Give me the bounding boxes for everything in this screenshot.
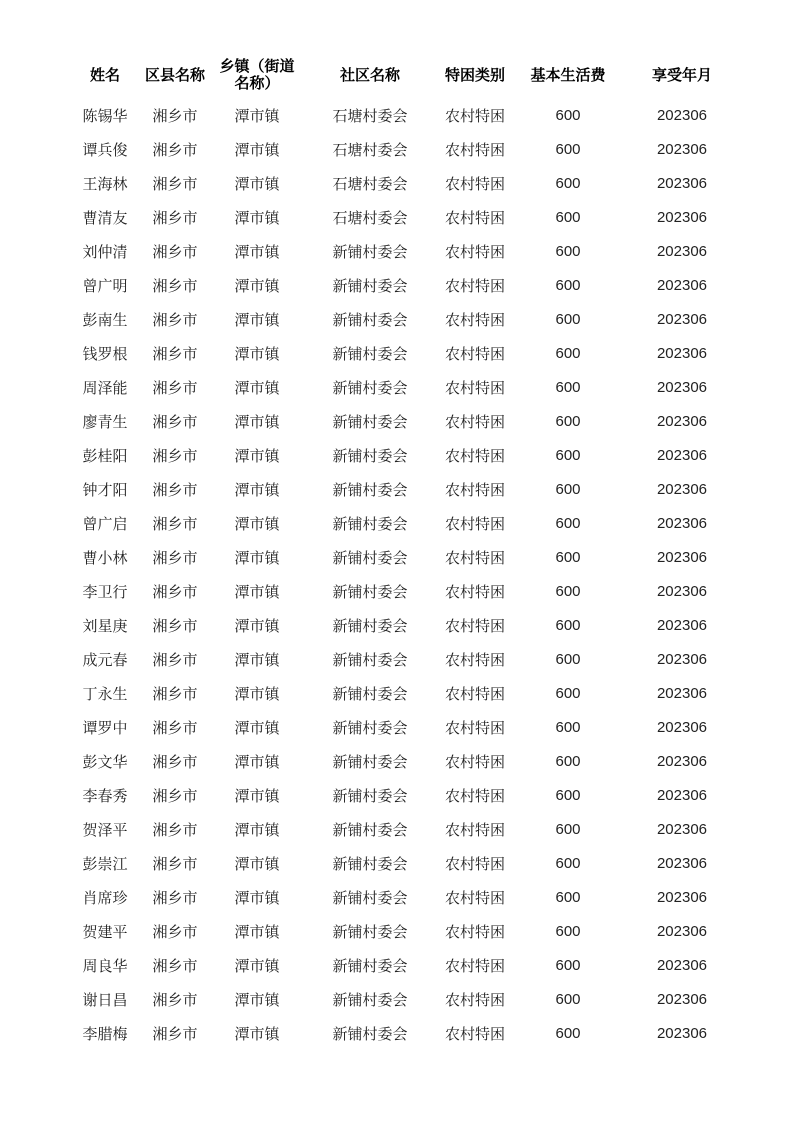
cell-name: 谭罗中 xyxy=(82,718,128,737)
cell-allowance: 600 xyxy=(555,820,581,838)
cell-allowance: 600 xyxy=(555,344,581,362)
cell-name: 彭崇江 xyxy=(82,854,128,873)
cell-community: 新铺村委会 xyxy=(332,378,408,397)
cell-county: 湘乡市 xyxy=(152,480,198,499)
cell-month: 202306 xyxy=(656,854,708,872)
cell-county: 湘乡市 xyxy=(152,310,198,329)
header-row xyxy=(73,52,739,98)
cell-category: 农村特困 xyxy=(444,174,505,193)
cell-category: 农村特困 xyxy=(444,956,505,975)
cell-county: 湘乡市 xyxy=(152,956,198,975)
cell-category: 农村特困 xyxy=(444,208,505,227)
header-month: 享受年月 xyxy=(651,65,712,84)
cell-town: 潭市镇 xyxy=(234,208,280,227)
cell-county: 湘乡市 xyxy=(152,752,198,771)
cell-town: 潭市镇 xyxy=(234,956,280,975)
table-row xyxy=(73,302,739,336)
cell-county: 湘乡市 xyxy=(152,786,198,805)
cell-allowance: 600 xyxy=(555,684,581,702)
cell-town: 潭市镇 xyxy=(234,616,280,635)
table-row xyxy=(73,200,739,234)
cell-name: 彭南生 xyxy=(82,310,128,329)
cell-category: 农村特困 xyxy=(444,242,505,261)
table-row xyxy=(73,1016,739,1050)
table-row xyxy=(73,812,739,846)
cell-name: 周良华 xyxy=(82,956,128,975)
cell-community: 新铺村委会 xyxy=(332,514,408,533)
cell-month: 202306 xyxy=(656,140,708,158)
cell-town: 潭市镇 xyxy=(234,752,280,771)
header-name: 姓名 xyxy=(89,65,120,84)
cell-month: 202306 xyxy=(656,922,708,940)
cell-name: 王海林 xyxy=(82,174,128,193)
table-row xyxy=(73,438,739,472)
cell-category: 农村特困 xyxy=(444,480,505,499)
cell-community: 新铺村委会 xyxy=(332,310,408,329)
cell-month: 202306 xyxy=(656,208,708,226)
cell-allowance: 600 xyxy=(555,650,581,668)
cell-name: 彭文华 xyxy=(82,752,128,771)
cell-town: 潭市镇 xyxy=(234,344,280,363)
cell-category: 农村特困 xyxy=(444,854,505,873)
cell-name: 曾广明 xyxy=(82,276,128,295)
cell-community: 新铺村委会 xyxy=(332,412,408,431)
cell-county: 湘乡市 xyxy=(152,616,198,635)
cell-town: 潭市镇 xyxy=(234,548,280,567)
cell-allowance: 600 xyxy=(555,310,581,328)
cell-month: 202306 xyxy=(656,820,708,838)
cell-month: 202306 xyxy=(656,344,708,362)
table-row xyxy=(73,370,739,404)
cell-allowance: 600 xyxy=(555,106,581,124)
cell-town: 潭市镇 xyxy=(234,310,280,329)
cell-county: 湘乡市 xyxy=(152,242,198,261)
cell-community: 新铺村委会 xyxy=(332,718,408,737)
cell-name: 刘仲清 xyxy=(82,242,128,261)
cell-month: 202306 xyxy=(656,888,708,906)
table-row xyxy=(73,914,739,948)
cell-community: 新铺村委会 xyxy=(332,752,408,771)
cell-month: 202306 xyxy=(656,650,708,668)
cell-category: 农村特困 xyxy=(444,786,505,805)
cell-town: 潭市镇 xyxy=(234,106,280,125)
cell-month: 202306 xyxy=(656,378,708,396)
cell-town: 潭市镇 xyxy=(234,990,280,1009)
cell-month: 202306 xyxy=(656,956,708,974)
cell-category: 农村特困 xyxy=(444,310,505,329)
cell-category: 农村特困 xyxy=(444,378,505,397)
cell-month: 202306 xyxy=(656,242,708,260)
table-row xyxy=(73,132,739,166)
cell-category: 农村特困 xyxy=(444,140,505,159)
cell-community: 新铺村委会 xyxy=(332,480,408,499)
table-row xyxy=(73,744,739,778)
cell-category: 农村特困 xyxy=(444,616,505,635)
cell-month: 202306 xyxy=(656,786,708,804)
cell-month: 202306 xyxy=(656,582,708,600)
cell-community: 石塘村委会 xyxy=(332,208,408,227)
header-allowance: 基本生活费 xyxy=(530,65,606,84)
cell-community: 新铺村委会 xyxy=(332,820,408,839)
table-row xyxy=(73,404,739,438)
cell-town: 潭市镇 xyxy=(234,684,280,703)
cell-town: 潭市镇 xyxy=(234,140,280,159)
cell-county: 湘乡市 xyxy=(152,106,198,125)
cell-category: 农村特困 xyxy=(444,718,505,737)
cell-name: 李春秀 xyxy=(82,786,128,805)
cell-community: 石塘村委会 xyxy=(332,106,408,125)
cell-town: 潭市镇 xyxy=(234,480,280,499)
cell-month: 202306 xyxy=(656,616,708,634)
cell-category: 农村特困 xyxy=(444,990,505,1009)
cell-community: 新铺村委会 xyxy=(332,276,408,295)
cell-town: 潭市镇 xyxy=(234,888,280,907)
cell-allowance: 600 xyxy=(555,990,581,1008)
cell-community: 新铺村委会 xyxy=(332,888,408,907)
cell-county: 湘乡市 xyxy=(152,514,198,533)
cell-name: 曾广启 xyxy=(82,514,128,533)
cell-allowance: 600 xyxy=(555,208,581,226)
cell-allowance: 600 xyxy=(555,616,581,634)
table-row xyxy=(73,540,739,574)
relief-roster-table xyxy=(73,52,739,1050)
cell-town: 潭市镇 xyxy=(234,446,280,465)
cell-allowance: 600 xyxy=(555,514,581,532)
cell-town: 潭市镇 xyxy=(234,854,280,873)
table-header xyxy=(73,52,739,98)
cell-month: 202306 xyxy=(656,514,708,532)
table-row xyxy=(73,982,739,1016)
cell-allowance: 600 xyxy=(555,718,581,736)
header-community: 社区名称 xyxy=(339,65,400,84)
cell-county: 湘乡市 xyxy=(152,990,198,1009)
cell-allowance: 600 xyxy=(555,956,581,974)
cell-allowance: 600 xyxy=(555,752,581,770)
cell-community: 新铺村委会 xyxy=(332,990,408,1009)
cell-county: 湘乡市 xyxy=(152,378,198,397)
cell-community: 新铺村委会 xyxy=(332,922,408,941)
cell-county: 湘乡市 xyxy=(152,582,198,601)
cell-town: 潭市镇 xyxy=(234,718,280,737)
cell-name: 李卫行 xyxy=(82,582,128,601)
cell-category: 农村特困 xyxy=(444,684,505,703)
cell-community: 新铺村委会 xyxy=(332,548,408,567)
cell-allowance: 600 xyxy=(555,412,581,430)
cell-name: 周泽能 xyxy=(82,378,128,397)
cell-community: 石塘村委会 xyxy=(332,140,408,159)
cell-town: 潭市镇 xyxy=(234,820,280,839)
cell-month: 202306 xyxy=(656,684,708,702)
cell-name: 钱罗根 xyxy=(82,344,128,363)
cell-name: 彭桂阳 xyxy=(82,446,128,465)
cell-month: 202306 xyxy=(656,174,708,192)
cell-allowance: 600 xyxy=(555,548,581,566)
cell-name: 贺泽平 xyxy=(82,820,128,839)
cell-month: 202306 xyxy=(656,446,708,464)
cell-category: 农村特困 xyxy=(444,752,505,771)
cell-category: 农村特困 xyxy=(444,1024,505,1043)
cell-town: 潭市镇 xyxy=(234,514,280,533)
cell-county: 湘乡市 xyxy=(152,446,198,465)
cell-county: 湘乡市 xyxy=(152,718,198,737)
header-category: 特困类别 xyxy=(444,65,505,84)
cell-town: 潭市镇 xyxy=(234,378,280,397)
cell-community: 石塘村委会 xyxy=(332,174,408,193)
cell-allowance: 600 xyxy=(555,174,581,192)
header-county: 区县名称 xyxy=(144,65,205,84)
cell-name: 谭兵俊 xyxy=(82,140,128,159)
cell-name: 曹小林 xyxy=(82,548,128,567)
cell-month: 202306 xyxy=(656,990,708,1008)
cell-county: 湘乡市 xyxy=(152,854,198,873)
cell-month: 202306 xyxy=(656,412,708,430)
cell-community: 新铺村委会 xyxy=(332,786,408,805)
cell-category: 农村特困 xyxy=(444,582,505,601)
table-row xyxy=(73,948,739,982)
cell-community: 新铺村委会 xyxy=(332,344,408,363)
cell-town: 潭市镇 xyxy=(234,1024,280,1043)
cell-category: 农村特困 xyxy=(444,446,505,465)
cell-month: 202306 xyxy=(656,480,708,498)
cell-category: 农村特困 xyxy=(444,106,505,125)
cell-name: 刘星庚 xyxy=(82,616,128,635)
cell-allowance: 600 xyxy=(555,854,581,872)
cell-allowance: 600 xyxy=(555,140,581,158)
cell-name: 贺建平 xyxy=(82,922,128,941)
cell-month: 202306 xyxy=(656,310,708,328)
cell-community: 新铺村委会 xyxy=(332,446,408,465)
cell-county: 湘乡市 xyxy=(152,820,198,839)
table-row xyxy=(73,710,739,744)
cell-allowance: 600 xyxy=(555,582,581,600)
cell-town: 潭市镇 xyxy=(234,786,280,805)
cell-name: 廖青生 xyxy=(82,412,128,431)
cell-name: 谢日昌 xyxy=(82,990,128,1009)
cell-category: 农村特困 xyxy=(444,344,505,363)
cell-name: 李腊梅 xyxy=(82,1024,128,1043)
cell-town: 潭市镇 xyxy=(234,174,280,193)
cell-category: 农村特困 xyxy=(444,412,505,431)
cell-month: 202306 xyxy=(656,276,708,294)
cell-month: 202306 xyxy=(656,548,708,566)
cell-community: 新铺村委会 xyxy=(332,616,408,635)
cell-community: 新铺村委会 xyxy=(332,956,408,975)
cell-county: 湘乡市 xyxy=(152,1024,198,1043)
cell-name: 丁永生 xyxy=(82,684,128,703)
cell-county: 湘乡市 xyxy=(152,684,198,703)
cell-county: 湘乡市 xyxy=(152,174,198,193)
cell-town: 潭市镇 xyxy=(234,922,280,941)
cell-allowance: 600 xyxy=(555,1024,581,1042)
table-row xyxy=(73,336,739,370)
cell-category: 农村特困 xyxy=(444,820,505,839)
cell-month: 202306 xyxy=(656,1024,708,1042)
cell-name: 曹清友 xyxy=(82,208,128,227)
cell-county: 湘乡市 xyxy=(152,412,198,431)
cell-community: 新铺村委会 xyxy=(332,242,408,261)
cell-allowance: 600 xyxy=(555,888,581,906)
cell-county: 湘乡市 xyxy=(152,888,198,907)
table-row xyxy=(73,880,739,914)
cell-month: 202306 xyxy=(656,106,708,124)
cell-allowance: 600 xyxy=(555,276,581,294)
cell-month: 202306 xyxy=(656,718,708,736)
table-row xyxy=(73,234,739,268)
cell-town: 潭市镇 xyxy=(234,582,280,601)
cell-allowance: 600 xyxy=(555,786,581,804)
table-row xyxy=(73,472,739,506)
cell-county: 湘乡市 xyxy=(152,548,198,567)
cell-community: 新铺村委会 xyxy=(332,650,408,669)
cell-county: 湘乡市 xyxy=(152,922,198,941)
cell-allowance: 600 xyxy=(555,480,581,498)
cell-county: 湘乡市 xyxy=(152,140,198,159)
cell-county: 湘乡市 xyxy=(152,344,198,363)
header-town: 乡镇（街道名称） xyxy=(219,57,295,92)
cell-county: 湘乡市 xyxy=(152,650,198,669)
cell-category: 农村特困 xyxy=(444,548,505,567)
cell-county: 湘乡市 xyxy=(152,208,198,227)
table-row xyxy=(73,166,739,200)
table-row xyxy=(73,608,739,642)
cell-community: 新铺村委会 xyxy=(332,684,408,703)
table-body xyxy=(73,98,739,1050)
table-row xyxy=(73,98,739,132)
cell-allowance: 600 xyxy=(555,378,581,396)
cell-name: 成元春 xyxy=(82,650,128,669)
cell-category: 农村特困 xyxy=(444,888,505,907)
cell-town: 潭市镇 xyxy=(234,650,280,669)
cell-community: 新铺村委会 xyxy=(332,854,408,873)
table-row xyxy=(73,574,739,608)
cell-category: 农村特困 xyxy=(444,276,505,295)
cell-category: 农村特困 xyxy=(444,922,505,941)
table-row xyxy=(73,642,739,676)
cell-allowance: 600 xyxy=(555,922,581,940)
cell-allowance: 600 xyxy=(555,446,581,464)
cell-category: 农村特困 xyxy=(444,650,505,669)
cell-name: 陈锡华 xyxy=(82,106,128,125)
table-row xyxy=(73,268,739,302)
table-row xyxy=(73,778,739,812)
cell-county: 湘乡市 xyxy=(152,276,198,295)
cell-name: 钟才阳 xyxy=(82,480,128,499)
cell-name: 肖席珍 xyxy=(82,888,128,907)
table-row xyxy=(73,676,739,710)
cell-month: 202306 xyxy=(656,752,708,770)
cell-town: 潭市镇 xyxy=(234,242,280,261)
cell-community: 新铺村委会 xyxy=(332,582,408,601)
cell-town: 潭市镇 xyxy=(234,276,280,295)
table-row xyxy=(73,506,739,540)
cell-category: 农村特困 xyxy=(444,514,505,533)
cell-allowance: 600 xyxy=(555,242,581,260)
cell-town: 潭市镇 xyxy=(234,412,280,431)
cell-community: 新铺村委会 xyxy=(332,1024,408,1043)
table-row xyxy=(73,846,739,880)
